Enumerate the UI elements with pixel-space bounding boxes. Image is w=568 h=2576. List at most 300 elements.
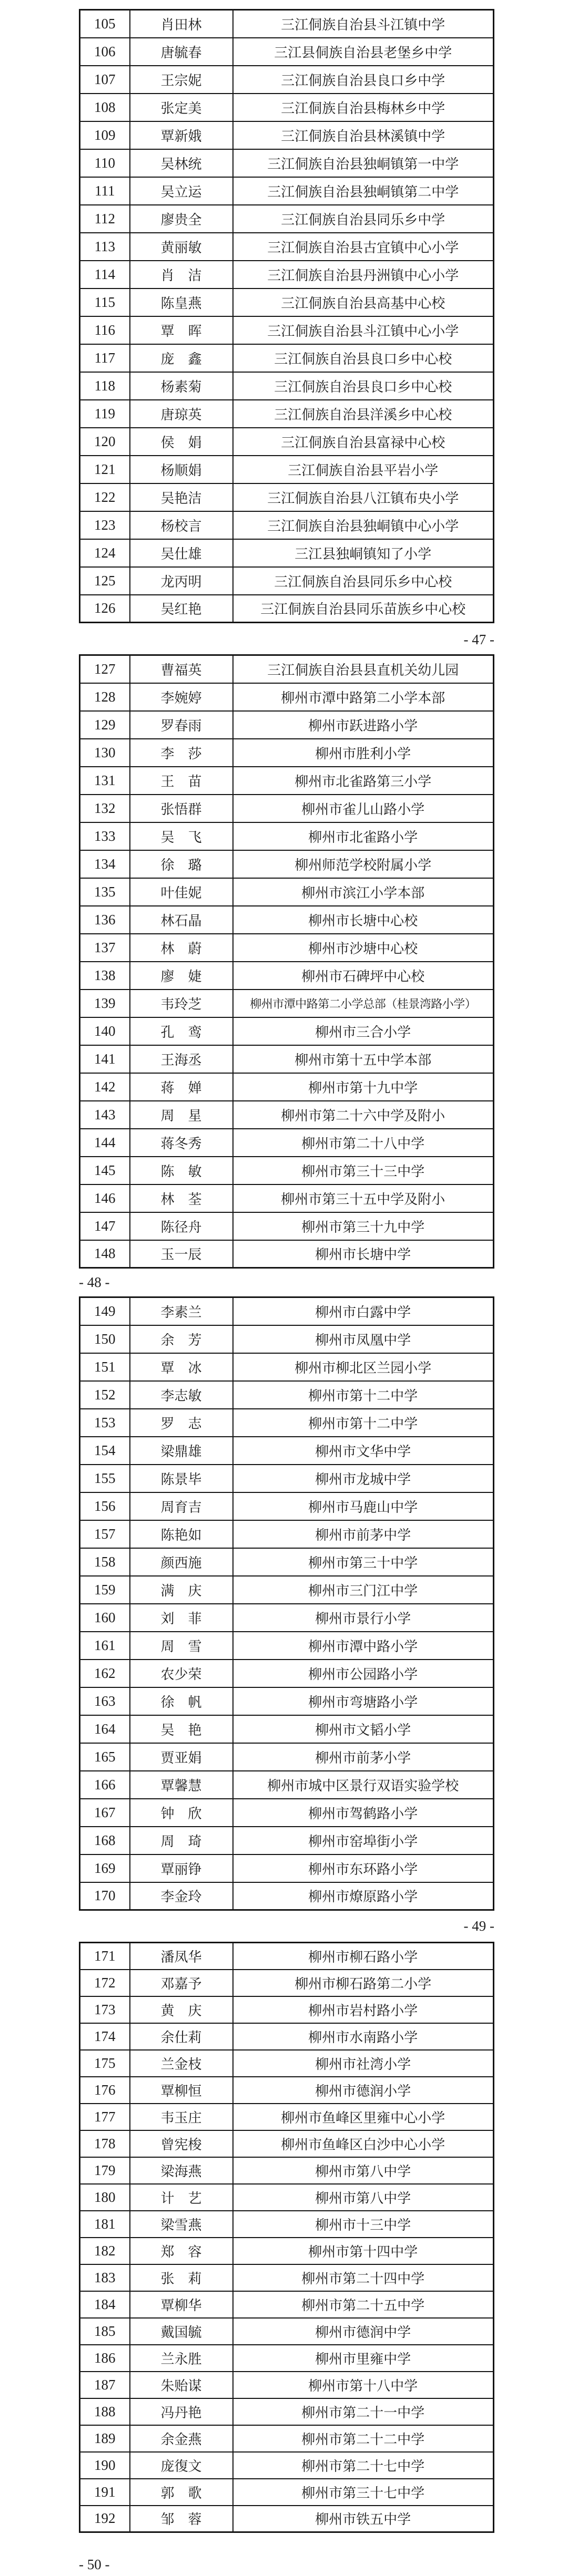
school-name-cell: 三江侗族自治县独峒镇第二中学 <box>233 177 494 205</box>
table-row <box>80 344 494 372</box>
teacher-name-cell: 肖 洁 <box>130 261 233 288</box>
table-row <box>80 1297 494 1325</box>
teacher-name-cell: 杨校言 <box>130 511 233 539</box>
table-row <box>80 655 494 683</box>
table-row <box>80 539 494 567</box>
table-row <box>80 1687 494 1715</box>
table-row <box>80 2398 494 2425</box>
school-name-cell: 柳州市第三十三中学 <box>233 1157 494 1184</box>
school-name-cell: 柳州市社湾小学 <box>233 2050 494 2077</box>
teacher-name-cell: 颜西施 <box>130 1548 233 1576</box>
teacher-name-cell: 郑 容 <box>130 2238 233 2264</box>
table-row <box>80 2264 494 2291</box>
row-number-cell: 118 <box>80 372 130 400</box>
school-name-cell: 三江侗族自治县独峒镇第一中学 <box>233 149 494 177</box>
table-row <box>80 372 494 400</box>
row-number-cell: 182 <box>80 2238 130 2264</box>
school-name-cell: 柳州市鱼峰区白沙中心小学 <box>233 2130 494 2157</box>
table-row <box>80 233 494 261</box>
table-row <box>80 10 494 38</box>
teacher-name-cell: 覃馨慧 <box>130 1771 233 1799</box>
table-row <box>80 456 494 483</box>
school-name-cell: 柳州市马鹿山中学 <box>233 1492 494 1520</box>
teacher-name-cell: 陈皇燕 <box>130 288 233 316</box>
school-name-cell: 三江侗族自治县县直机关幼儿园 <box>233 655 494 683</box>
row-number-cell: 160 <box>80 1604 130 1632</box>
teacher-name-cell: 唐琼英 <box>130 400 233 428</box>
school-name-cell: 柳州市长塘中学 <box>233 1240 494 1268</box>
teacher-name-cell: 潘凤华 <box>130 1943 233 1970</box>
teacher-name-cell: 张 莉 <box>130 2264 233 2291</box>
teacher-name-cell: 覃 晖 <box>130 316 233 344</box>
school-name-cell: 柳州市柳石路第二小学 <box>233 1970 494 1996</box>
teacher-name-cell: 兰永胜 <box>130 2345 233 2372</box>
table-row <box>80 205 494 233</box>
school-name-cell: 柳州市石碑坪中心校 <box>233 962 494 990</box>
school-name-cell: 三江侗族自治县富禄中心校 <box>233 428 494 456</box>
row-number-cell: 172 <box>80 1970 130 1996</box>
school-name-cell: 柳州市十三中学 <box>233 2211 494 2238</box>
table-row <box>80 38 494 66</box>
row-number-cell: 170 <box>80 1882 130 1910</box>
row-number-cell: 121 <box>80 456 130 483</box>
row-number-cell: 156 <box>80 1492 130 1520</box>
row-number-cell: 158 <box>80 1548 130 1576</box>
teacher-name-cell: 张悟群 <box>130 795 233 822</box>
school-name-cell: 柳州市胜利小学 <box>233 739 494 767</box>
teacher-name-cell: 曹福英 <box>130 655 233 683</box>
teacher-name-cell: 周 星 <box>130 1101 233 1129</box>
teacher-name-cell: 覃丽铮 <box>130 1854 233 1882</box>
school-name-cell: 柳州市文华中学 <box>233 1437 494 1465</box>
row-number-cell: 151 <box>80 1353 130 1381</box>
teacher-name-cell: 吴艳洁 <box>130 483 233 511</box>
school-name-cell: 三江侗族自治县八江镇布央小学 <box>233 483 494 511</box>
teacher-name-cell: 周 雪 <box>130 1632 233 1660</box>
row-number-cell: 115 <box>80 288 130 316</box>
row-number-cell: 186 <box>80 2345 130 2372</box>
row-number-cell: 149 <box>80 1297 130 1325</box>
table-row <box>80 2479 494 2506</box>
row-number-cell: 138 <box>80 962 130 990</box>
row-number-cell: 142 <box>80 1073 130 1101</box>
teacher-name-cell: 黄 庆 <box>130 1996 233 2023</box>
row-number-cell: 147 <box>80 1212 130 1240</box>
teacher-name-cell: 蒋 婵 <box>130 1073 233 1101</box>
table-row <box>80 1437 494 1465</box>
school-name-cell: 柳州市第八中学 <box>233 2184 494 2211</box>
row-number-cell: 141 <box>80 1045 130 1073</box>
row-number-cell: 133 <box>80 822 130 850</box>
teacher-name-cell: 廖 婕 <box>130 962 233 990</box>
school-name-cell: 柳州市三合小学 <box>233 1017 494 1045</box>
row-number-cell: 183 <box>80 2264 130 2291</box>
school-name-cell: 柳州市第二十一中学 <box>233 2398 494 2425</box>
row-number-cell: 165 <box>80 1743 130 1771</box>
table-row <box>80 567 494 595</box>
school-name-cell: 柳州市第二十六中学及附小 <box>233 1101 494 1129</box>
table-row <box>80 1409 494 1437</box>
school-name-cell: 柳州市第二十二中学 <box>233 2425 494 2452</box>
teacher-name-cell: 林 荃 <box>130 1184 233 1212</box>
table-row <box>80 2184 494 2211</box>
teacher-name-cell: 徐 璐 <box>130 850 233 878</box>
school-name-cell: 三江侗族自治县丹洲镇中心小学 <box>233 261 494 288</box>
teacher-name-cell: 余仕莉 <box>130 2023 233 2050</box>
school-name-cell: 柳州市第十四中学 <box>233 2238 494 2264</box>
teacher-name-cell: 余金燕 <box>130 2425 233 2452</box>
table-row <box>80 1576 494 1604</box>
school-name-cell: 柳州市第十八中学 <box>233 2372 494 2398</box>
table-row <box>80 1799 494 1827</box>
teacher-name-cell: 陈径舟 <box>130 1212 233 1240</box>
teacher-list-table <box>79 9 494 623</box>
row-number-cell: 154 <box>80 1437 130 1465</box>
table-row <box>80 1325 494 1353</box>
table-row <box>80 683 494 711</box>
row-number-cell: 105 <box>80 10 130 38</box>
school-name-cell: 柳州市第三十五中学及附小 <box>233 1184 494 1212</box>
school-name-cell: 柳州市柳北区兰园小学 <box>233 1353 494 1381</box>
teacher-name-cell: 吴红艳 <box>130 595 233 623</box>
row-number-cell: 189 <box>80 2425 130 2452</box>
school-name-cell: 柳州市第二十七中学 <box>233 2452 494 2479</box>
table-row <box>80 1353 494 1381</box>
school-name-cell: 柳州市潭中路第二小学总部（桂景湾路小学） <box>233 990 494 1017</box>
school-name-cell: 三江侗族自治县斗江镇中心小学 <box>233 316 494 344</box>
table-row <box>80 1604 494 1632</box>
school-name-cell: 柳州市第二十八中学 <box>233 1129 494 1157</box>
school-name-cell: 柳州市潭中路第二小学本部 <box>233 683 494 711</box>
row-number-cell: 161 <box>80 1632 130 1660</box>
row-number-cell: 130 <box>80 739 130 767</box>
teacher-name-cell: 蒋冬秀 <box>130 1129 233 1157</box>
row-number-cell: 185 <box>80 2318 130 2345</box>
table-row <box>80 2130 494 2157</box>
row-number-cell: 155 <box>80 1465 130 1492</box>
school-name-cell: 三江侗族自治县良口乡中心校 <box>233 372 494 400</box>
teacher-name-cell: 罗春雨 <box>130 711 233 739</box>
table-row <box>80 1212 494 1240</box>
row-number-cell: 188 <box>80 2398 130 2425</box>
row-number-cell: 152 <box>80 1381 130 1409</box>
teacher-name-cell: 邓嘉予 <box>130 1970 233 1996</box>
school-name-cell: 柳州市前茅中学 <box>233 1520 494 1548</box>
teacher-name-cell: 王海丞 <box>130 1045 233 1073</box>
school-name-cell: 柳州市城中区景行双语实验学校 <box>233 1771 494 1799</box>
school-name-cell: 柳州市弯塘路小学 <box>233 1687 494 1715</box>
table-row <box>80 1882 494 1910</box>
table-row <box>80 2104 494 2130</box>
row-number-cell: 168 <box>80 1827 130 1854</box>
table-row <box>80 2077 494 2104</box>
row-number-cell: 131 <box>80 767 130 795</box>
school-name-cell: 柳州市窑埠街小学 <box>233 1827 494 1854</box>
row-number-cell: 122 <box>80 483 130 511</box>
page-section <box>79 654 494 1269</box>
school-name-cell: 柳州市长塘中心校 <box>233 906 494 934</box>
teacher-name-cell: 刘 菲 <box>130 1604 233 1632</box>
row-number-cell: 108 <box>80 94 130 121</box>
row-number-cell: 145 <box>80 1157 130 1184</box>
row-number-cell: 124 <box>80 539 130 567</box>
school-name-cell: 柳州市岩村路小学 <box>233 1996 494 2023</box>
teacher-name-cell: 林石晶 <box>130 906 233 934</box>
page-number: - 48 - <box>79 1274 110 1290</box>
teacher-list-table <box>79 1296 494 1911</box>
school-name-cell: 柳州市第十二中学 <box>233 1409 494 1437</box>
teacher-name-cell: 罗 志 <box>130 1409 233 1437</box>
teacher-name-cell: 庞 鑫 <box>130 344 233 372</box>
row-number-cell: 144 <box>80 1129 130 1157</box>
school-name-cell: 柳州市白露中学 <box>233 1297 494 1325</box>
row-number-cell: 116 <box>80 316 130 344</box>
table-row <box>80 2425 494 2452</box>
teacher-name-cell: 王宗妮 <box>130 66 233 94</box>
school-name-cell: 三江侗族自治县同乐乡中心校 <box>233 567 494 595</box>
teacher-name-cell: 唐毓春 <box>130 38 233 66</box>
school-name-cell: 柳州市北雀路第三小学 <box>233 767 494 795</box>
row-number-cell: 127 <box>80 655 130 683</box>
teacher-name-cell: 叶佳妮 <box>130 878 233 906</box>
school-name-cell: 三江侗族自治县高基中心校 <box>233 288 494 316</box>
teacher-name-cell: 吴立运 <box>130 177 233 205</box>
teacher-name-cell: 杨顺娟 <box>130 456 233 483</box>
school-name-cell: 柳州市水南路小学 <box>233 2023 494 2050</box>
table-row <box>80 1157 494 1184</box>
row-number-cell: 106 <box>80 38 130 66</box>
teacher-name-cell: 郭 歌 <box>130 2479 233 2506</box>
table-row <box>80 2211 494 2238</box>
teacher-name-cell: 吴 飞 <box>130 822 233 850</box>
table-row <box>80 822 494 850</box>
row-number-cell: 123 <box>80 511 130 539</box>
school-name-cell: 柳州市第十九中学 <box>233 1073 494 1101</box>
table-row <box>80 1943 494 1970</box>
row-number-cell: 162 <box>80 1660 130 1687</box>
table-row <box>80 1073 494 1101</box>
school-name-cell: 三江县独峒镇知了小学 <box>233 539 494 567</box>
table-row <box>80 2157 494 2184</box>
row-number-cell: 107 <box>80 66 130 94</box>
table-row <box>80 1548 494 1576</box>
row-number-cell: 139 <box>80 990 130 1017</box>
row-number-cell: 125 <box>80 567 130 595</box>
table-row <box>80 1743 494 1771</box>
teacher-name-cell: 韦玲芝 <box>130 990 233 1017</box>
table-row <box>80 1970 494 1996</box>
table-row <box>80 1381 494 1409</box>
school-name-cell: 三江侗族自治县古宜镇中心小学 <box>233 233 494 261</box>
table-row <box>80 767 494 795</box>
teacher-name-cell: 陈 敏 <box>130 1157 233 1184</box>
table-row <box>80 2318 494 2345</box>
table-row <box>80 934 494 962</box>
school-name-cell: 柳州市文韬小学 <box>233 1715 494 1743</box>
teacher-name-cell: 肖田林 <box>130 10 233 38</box>
row-number-cell: 163 <box>80 1687 130 1715</box>
school-name-cell: 柳州市第十五中学本部 <box>233 1045 494 1073</box>
school-name-cell: 柳州市柳石路小学 <box>233 1943 494 1970</box>
table-row <box>80 962 494 990</box>
page-section <box>79 9 494 623</box>
teacher-name-cell: 廖贵全 <box>130 205 233 233</box>
teacher-name-cell: 梁海燕 <box>130 2157 233 2184</box>
row-number-cell: 132 <box>80 795 130 822</box>
school-name-cell: 柳州市跃进路小学 <box>233 711 494 739</box>
school-name-cell: 柳州市德润小学 <box>233 2077 494 2104</box>
row-number-cell: 109 <box>80 121 130 149</box>
school-name-cell: 柳州市滨江小学本部 <box>233 878 494 906</box>
table-row <box>80 1827 494 1854</box>
teacher-name-cell: 吴仕雄 <box>130 539 233 567</box>
table-row <box>80 2345 494 2372</box>
teacher-list-table <box>79 1942 494 2533</box>
table-row <box>80 1996 494 2023</box>
row-number-cell: 135 <box>80 878 130 906</box>
table-row <box>80 261 494 288</box>
school-name-cell: 三江侗族自治县平岩小学 <box>233 456 494 483</box>
school-name-cell: 柳州市第三十九中学 <box>233 1212 494 1240</box>
table-row <box>80 149 494 177</box>
row-number-cell: 177 <box>80 2104 130 2130</box>
teacher-name-cell: 李金玲 <box>130 1882 233 1910</box>
teacher-name-cell: 兰金枝 <box>130 2050 233 2077</box>
teacher-name-cell: 庞復文 <box>130 2452 233 2479</box>
table-row <box>80 1184 494 1212</box>
table-row <box>80 288 494 316</box>
row-number-cell: 173 <box>80 1996 130 2023</box>
row-number-cell: 159 <box>80 1576 130 1604</box>
table-row <box>80 850 494 878</box>
row-number-cell: 146 <box>80 1184 130 1212</box>
teacher-name-cell: 周 琦 <box>130 1827 233 1854</box>
table-row <box>80 1101 494 1129</box>
teacher-name-cell: 周育吉 <box>130 1492 233 1520</box>
school-name-cell: 三江侗族自治县同乐乡中学 <box>233 205 494 233</box>
school-name-cell: 柳州市前茅小学 <box>233 1743 494 1771</box>
table-row <box>80 878 494 906</box>
row-number-cell: 174 <box>80 2023 130 2050</box>
school-name-cell: 柳州市德润中学 <box>233 2318 494 2345</box>
table-row <box>80 121 494 149</box>
row-number-cell: 176 <box>80 2077 130 2104</box>
teacher-name-cell: 戴国毓 <box>130 2318 233 2345</box>
school-name-cell: 柳州市沙塘中心校 <box>233 934 494 962</box>
school-name-cell: 三江侗族自治县洋溪乡中心校 <box>233 400 494 428</box>
row-number-cell: 171 <box>80 1943 130 1970</box>
school-name-cell: 三江侗族自治县斗江镇中学 <box>233 10 494 38</box>
table-row <box>80 1715 494 1743</box>
row-number-cell: 113 <box>80 233 130 261</box>
teacher-name-cell: 农少荣 <box>130 1660 233 1687</box>
teacher-name-cell: 贾亚娟 <box>130 1743 233 1771</box>
table-row <box>80 906 494 934</box>
table-row <box>80 990 494 1017</box>
table-row <box>80 1660 494 1687</box>
school-name-cell: 三江侗族自治县良口乡中心校 <box>233 344 494 372</box>
row-number-cell: 140 <box>80 1017 130 1045</box>
teacher-name-cell: 冯丹艳 <box>130 2398 233 2425</box>
teacher-name-cell: 林 蔚 <box>130 934 233 962</box>
teacher-name-cell: 吴林统 <box>130 149 233 177</box>
teacher-name-cell: 龙丙明 <box>130 567 233 595</box>
table-row <box>80 2372 494 2398</box>
table-row <box>80 1045 494 1073</box>
teacher-name-cell: 覃新娥 <box>130 121 233 149</box>
school-name-cell: 柳州市三门江中学 <box>233 1576 494 1604</box>
row-number-cell: 175 <box>80 2050 130 2077</box>
page-number: - 49 - <box>463 1918 494 1934</box>
teacher-name-cell: 玉一辰 <box>130 1240 233 1268</box>
teacher-name-cell: 覃柳恒 <box>130 2077 233 2104</box>
teacher-name-cell: 徐 帆 <box>130 1687 233 1715</box>
teacher-name-cell: 李志敏 <box>130 1381 233 1409</box>
row-number-cell: 192 <box>80 2506 130 2532</box>
row-number-cell: 153 <box>80 1409 130 1437</box>
row-number-cell: 187 <box>80 2372 130 2398</box>
teacher-name-cell: 李素兰 <box>130 1297 233 1325</box>
row-number-cell: 129 <box>80 711 130 739</box>
table-row <box>80 400 494 428</box>
teacher-name-cell: 黄丽敏 <box>130 233 233 261</box>
table-row <box>80 1017 494 1045</box>
table-row <box>80 1129 494 1157</box>
teacher-name-cell: 李 莎 <box>130 739 233 767</box>
school-name-cell: 柳州市北雀路小学 <box>233 822 494 850</box>
table-row <box>80 1492 494 1520</box>
table-row <box>80 316 494 344</box>
page-section <box>79 1942 494 2533</box>
table-row <box>80 2452 494 2479</box>
teacher-name-cell: 侯 娟 <box>130 428 233 456</box>
teacher-name-cell: 王 苗 <box>130 767 233 795</box>
table-row <box>80 711 494 739</box>
teacher-name-cell: 曾宪梭 <box>130 2130 233 2157</box>
teacher-name-cell: 张定美 <box>130 94 233 121</box>
school-name-cell: 柳州市里雍中学 <box>233 2345 494 2372</box>
page-number: - 47 - <box>463 632 494 647</box>
school-name-cell: 柳州市龙城中学 <box>233 1465 494 1492</box>
school-name-cell: 柳州市第二十五中学 <box>233 2291 494 2318</box>
teacher-name-cell: 孔 鸾 <box>130 1017 233 1045</box>
school-name-cell: 柳州市第十二中学 <box>233 1381 494 1409</box>
table-row <box>80 428 494 456</box>
school-name-cell: 柳州市第二十四中学 <box>233 2264 494 2291</box>
school-name-cell: 柳州师范学校附属小学 <box>233 850 494 878</box>
teacher-name-cell: 朱贻谋 <box>130 2372 233 2398</box>
table-row <box>80 2050 494 2077</box>
school-name-cell: 柳州市景行小学 <box>233 1604 494 1632</box>
table-row <box>80 595 494 623</box>
table-row <box>80 483 494 511</box>
school-name-cell: 三江侗族自治县梅林乡中学 <box>233 94 494 121</box>
row-number-cell: 179 <box>80 2157 130 2184</box>
row-number-cell: 164 <box>80 1715 130 1743</box>
table-row <box>80 2506 494 2532</box>
teacher-name-cell: 杨素菊 <box>130 372 233 400</box>
table-row <box>80 511 494 539</box>
school-name-cell: 柳州市公园路小学 <box>233 1660 494 1687</box>
school-name-cell: 三江侗族自治县同乐苗族乡中心校 <box>233 595 494 623</box>
school-name-cell: 柳州市驾鹤路小学 <box>233 1799 494 1827</box>
teacher-list-table <box>79 654 494 1269</box>
row-number-cell: 126 <box>80 595 130 623</box>
school-name-cell: 柳州市铁五中学 <box>233 2506 494 2532</box>
table-row <box>80 1632 494 1660</box>
teacher-name-cell: 邹 蓉 <box>130 2506 233 2532</box>
row-number-cell: 184 <box>80 2291 130 2318</box>
